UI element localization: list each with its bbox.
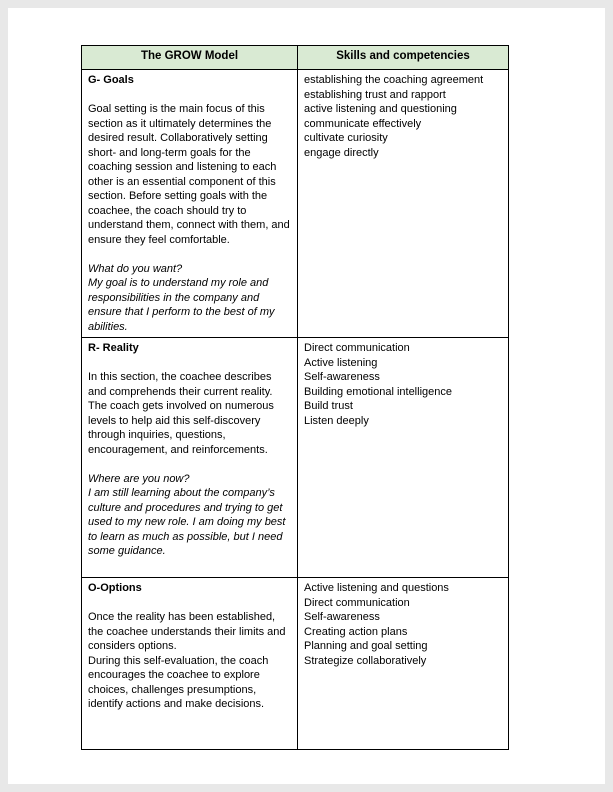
skill-item: Creating action plans (304, 625, 408, 638)
reality-description-cell (82, 338, 298, 578)
skill-item: establishing trust and rapport (304, 88, 446, 101)
table-row-goals (82, 70, 509, 338)
goals-answer: My goal is to understand my role and responsibilities in the company and ensure that I perform to the best of my abilities. (88, 277, 275, 333)
goals-description-cell (82, 70, 298, 338)
goals-question: What do you want? (88, 262, 183, 275)
options-description-cell (82, 578, 298, 750)
goals-paragraph: Goal setting is the main focus of this section as it ultimately determines the desired result. Collaboratively setting short- and long-term goals for the coaching session and listening to each other is an essential component of this section. Before setting goals with the coachee, the coach should try to understand them, connect with them, and ensure they feel comfortable. (88, 103, 290, 246)
reality-skills-cell (298, 338, 509, 578)
table-row-options (82, 578, 509, 750)
options-paragraph-2: During this self-evaluation, the coach encourages the coachee to explore choices, challenges presumptions, identify actions and make decisions. (88, 654, 269, 710)
skill-item: establishing the coaching agreement (304, 74, 484, 86)
skill-item: Planning and goal setting (304, 640, 428, 652)
skill-item: engage directly (304, 146, 379, 159)
skill-item: Self-awareness (304, 611, 380, 623)
skill-item: Direct communication (304, 342, 410, 354)
table-header-row (82, 46, 509, 70)
options-skills-cell (298, 578, 509, 750)
skill-item: communicate effectively (304, 117, 422, 130)
reality-title: R- Reality (88, 342, 139, 354)
options-title: O-Options (88, 582, 142, 594)
header-skills-competencies: Skills and competencies (298, 46, 509, 70)
skill-item: Self-awareness (304, 371, 380, 383)
header-grow-model: The GROW Model (82, 46, 298, 70)
skill-item: Active listening (304, 356, 378, 369)
skill-item: Strategize collaboratively (304, 654, 427, 667)
reality-question: Where are you now? (88, 472, 190, 485)
table-row-reality (82, 338, 509, 578)
document-page (8, 8, 605, 784)
skill-item: Building emotional intelligence (304, 385, 452, 398)
options-paragraph: Once the reality has been established, the coachee understands their limits and considers options. (88, 611, 286, 652)
skill-item: cultivate curiosity (304, 132, 388, 144)
reality-answer: I am still learning about the company’s culture and procedures and trying to get used to my new role. I am doing my best to learn as much as possible, but I need some guidance. (88, 487, 286, 557)
skill-item: active listening and questioning (304, 103, 457, 115)
reality-paragraph: In this section, the coachee describes and comprehends their current reality. The coach gets involved on numerous levels to help aid this self-discovery through inquiries, questions, encouragement, and reinforcements. (88, 371, 274, 456)
skill-item: Build trust (304, 400, 353, 412)
skill-item: Direct communication (304, 596, 410, 609)
goals-skills-cell (298, 70, 509, 338)
skill-item: Active listening and questions (304, 582, 449, 594)
grow-model-table (81, 45, 509, 750)
goals-title: G- Goals (88, 74, 134, 86)
skill-item: Listen deeply (304, 414, 369, 427)
